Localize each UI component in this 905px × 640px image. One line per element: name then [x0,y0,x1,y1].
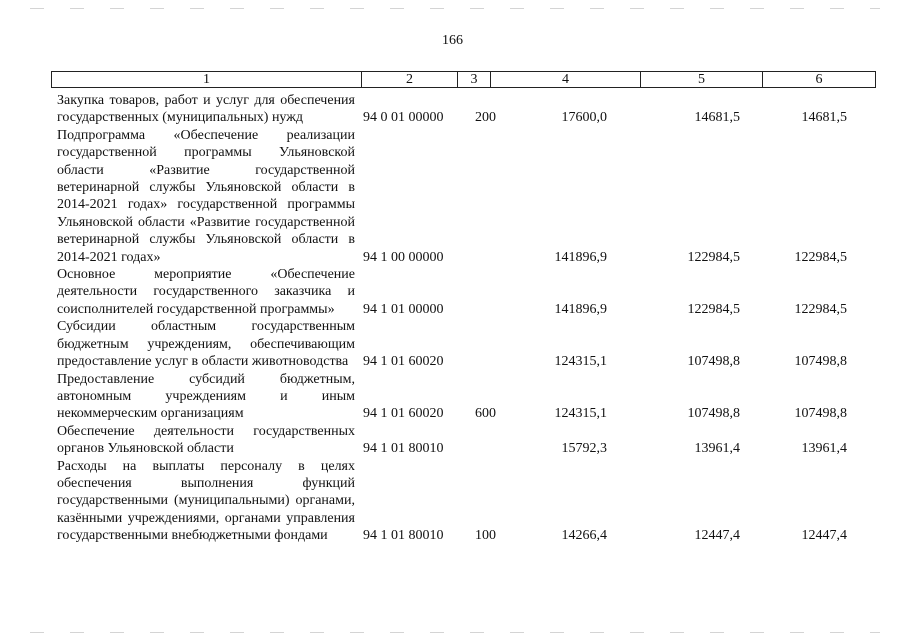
table-row [57,423,847,458]
row-value-col6: 122984,5 [794,249,847,265]
row-value-col4: 14266,4 [561,528,607,544]
row-name: Подпрограмма «Обеспечение реализации государственной программы Ульяновской области «Развитие государственной ветеринарной службы Ульяновской области в 2014-2021 годах» государственной программы Ульяновской области «Развитие государственной ветеринарной службы Ульяновской области в 2014-2021 годах» [57,127,355,265]
row-name: Обеспечение деятельности государственных органов Ульяновской области [57,423,355,457]
header-col-1: 1 [51,72,361,87]
header-col-4: 4 [490,72,640,87]
row-code: 94 1 01 00000 [363,301,444,317]
row-code: 94 1 01 60020 [363,354,444,370]
row-code: 94 1 01 80010 [363,441,444,457]
table-row [57,371,847,423]
row-value-col5: 14681,5 [694,110,740,126]
row-value-col4: 15792,3 [561,441,607,457]
table-row [57,318,847,370]
row-value-col4: 141896,9 [554,249,607,265]
row-value-col4: 124315,1 [554,406,607,422]
table-row [57,127,847,266]
row-name: Основное мероприятие «Обеспечение деятельности государственного заказчика и соисполнителей государственной программы» [57,267,355,317]
table-header [51,71,876,88]
header-col-5: 5 [640,72,762,87]
row-value-col6: 107498,8 [794,354,847,370]
row-value-col6: 107498,8 [794,406,847,422]
row-value-col5: 122984,5 [687,249,740,265]
page-number: 166 [442,33,463,48]
row-expense-type: 600 [475,406,496,422]
row-name: Субсидии областным государственным бюджетным учреждениям, обеспечивающим предоставление услуг в области животноводства [57,319,355,370]
table-row [57,266,847,318]
row-code: 94 0 01 00000 [363,110,444,126]
row-value-col5: 13961,4 [694,441,740,457]
row-expense-type: 100 [475,528,496,544]
row-value-col6: 122984,5 [794,301,847,317]
header-col-2: 2 [361,72,457,87]
row-name: Закупка товаров, работ и услуг для обеспечения государственных (муниципальных) нужд [57,93,355,126]
row-code: 94 1 00 00000 [363,249,444,265]
row-value-col6: 13961,4 [801,441,847,457]
row-value-col6: 12447,4 [801,528,847,544]
row-name: Предоставление субсидий бюджетным, автономным учреждениям и иным некоммерческим организациям [57,371,355,422]
row-value-col5: 107498,8 [687,406,740,422]
header-col-6: 6 [762,72,876,87]
table-row [57,92,847,127]
row-value-col4: 124315,1 [554,354,607,370]
scan-artifact-top [30,8,880,9]
row-code: 94 1 01 60020 [363,406,444,422]
row-value-col6: 14681,5 [801,110,847,126]
row-value-col5: 122984,5 [687,301,740,317]
table-row [57,458,847,545]
row-expense-type: 200 [475,110,496,126]
row-value-col5: 12447,4 [694,528,740,544]
row-code: 94 1 01 80010 [363,528,444,544]
row-value-col5: 107498,8 [687,354,740,370]
row-value-col4: 17600,0 [561,110,607,126]
scan-artifact-bottom [30,632,880,633]
row-name: Расходы на выплаты персоналу в целях обеспечения выполнения функций государственными (муниципальными) органами, казёнными учреждениями, органами управления государственными внебюджетными фондами [57,458,355,544]
header-col-3: 3 [457,72,490,87]
row-value-col4: 141896,9 [554,301,607,317]
budget-table-body [57,92,847,545]
